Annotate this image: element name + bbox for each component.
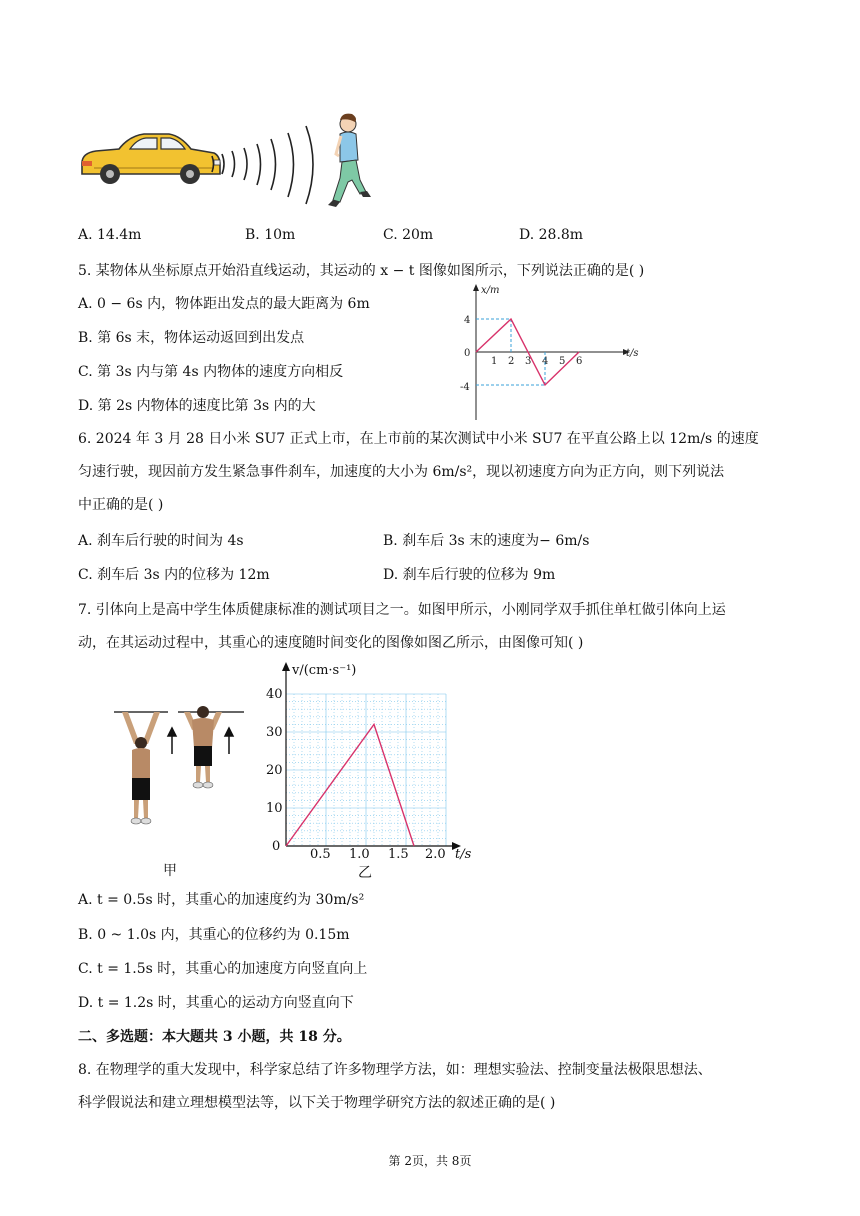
q7-ytick-0: 0	[272, 839, 281, 854]
q5-option-c[interactable]: C. 第 3s 内与第 4s 内物体的速度方向相反	[78, 364, 344, 380]
q5-xtick-4: 4	[542, 356, 549, 367]
q4-option-d[interactable]: D. 28.8m	[519, 227, 584, 243]
q5-xtick-5: 5	[559, 356, 566, 367]
q6-option-b[interactable]: B. 刹车后 3s 末的速度为− 6m/s	[383, 533, 590, 549]
car-icon	[82, 134, 220, 184]
q5-option-b[interactable]: B. 第 6s 末，物体运动返回到出发点	[78, 330, 305, 346]
q5-ytick-neg4: -4	[460, 382, 470, 393]
q6-option-c[interactable]: C. 刹车后 3s 内的位移为 12m	[78, 567, 270, 583]
q4-option-c[interactable]: C. 20m	[383, 227, 434, 243]
q4-option-a[interactable]: A. 14.4m	[78, 227, 142, 243]
q7-option-d[interactable]: D. t = 1.2s 时，其重心的运动方向竖直向下	[78, 995, 354, 1011]
q6-stem-line-2: 匀速行驶，现因前方发生紧急事件刹车，加速度的大小为 6m/s²，现以初速度方向为正方向，则下列说法	[78, 464, 725, 480]
q8-stem-line-2: 科学假说法和建立理想模型法等，以下关于物理学研究方法的叙述正确的是( )	[78, 1095, 556, 1111]
sound-waves-icon	[212, 126, 313, 204]
q5-xtick-1: 1	[491, 356, 498, 367]
q5-ytick-0: 0	[464, 348, 471, 359]
q6-stem-line-1: 6. 2024 年 3 月 28 日小米 SU7 正式上市，在上市前的某次测试中小米 SU7 在平直公路上以 12m/s 的速度	[78, 431, 759, 447]
pull-up-illustration	[104, 700, 254, 832]
q5-ylabel: x/m	[481, 285, 500, 296]
q7-xlabel: t/s	[455, 847, 472, 862]
q5-xt-graph	[454, 282, 644, 422]
q7-ytick-30: 30	[266, 725, 283, 740]
q7-option-a[interactable]: A. t = 0.5s 时，其重心的加速度约为 30m/s²	[78, 892, 365, 908]
q7-ytick-40: 40	[266, 687, 283, 702]
q7-ylabel: v/(cm·s⁻¹)	[292, 663, 357, 678]
pulled-up-person-icon	[184, 706, 222, 788]
hanging-person-icon	[122, 712, 160, 824]
q6-option-d[interactable]: D. 刹车后行驶的位移为 9m	[383, 567, 556, 583]
q5-option-d[interactable]: D. 第 2s 内物体的速度比第 3s 内的大	[78, 398, 316, 414]
q7-vt-graph	[262, 660, 482, 864]
page-footer: 第 2页，共 8页	[388, 1154, 472, 1168]
q7-xtick-1-5: 1.5	[388, 847, 409, 862]
q7-label-yi: 乙	[358, 865, 372, 881]
q7-xtick-1-0: 1.0	[349, 847, 370, 862]
walking-person-icon	[328, 114, 371, 207]
q5-xlabel: t/s	[626, 348, 639, 359]
q7-xtick-0-5: 0.5	[310, 847, 331, 862]
q5-xtick-3: 3	[525, 356, 532, 367]
q7-ytick-20: 20	[266, 763, 283, 778]
section-2-heading: 二、多选题：本大题共 3 小题，共 18 分。	[78, 1029, 351, 1045]
q5-ytick-4: 4	[464, 315, 471, 326]
q5-stem: 5. 某物体从坐标原点开始沿直线运动，其运动的 x − t 图像如图所示，下列说法正确的是( )	[78, 263, 645, 279]
q6-option-a[interactable]: A. 刹车后行驶的时间为 4s	[78, 533, 244, 549]
q4-option-b[interactable]: B. 10m	[245, 227, 296, 243]
q7-xtick-2-0: 2.0	[425, 847, 446, 862]
q7-stem-line-1: 7. 引体向上是高中学生体质健康标准的测试项目之一。如图甲所示，小刚同学双手抓住单杠做引体向上运	[78, 602, 726, 618]
q7-label-jia: 甲	[163, 863, 177, 879]
q8-stem-line-1: 8. 在物理学的重大发现中，科学家总结了许多物理学方法，如：理想实验法、控制变量法极限思想法、	[78, 1062, 712, 1078]
car-sound-illustration	[74, 108, 374, 212]
q6-stem-line-3: 中正确的是( )	[78, 497, 164, 513]
q7-option-b[interactable]: B. 0 ~ 1.0s 内，其重心的位移约为 0.15m	[78, 927, 350, 943]
q7-stem-line-2: 动，在其运动过程中，其重心的速度随时间变化的图像如图乙所示，由图像可知( )	[78, 635, 584, 651]
q5-option-a[interactable]: A. 0 − 6s 内，物体距出发点的最大距离为 6m	[78, 296, 370, 312]
q5-xtick-6: 6	[576, 356, 583, 367]
q5-xtick-2: 2	[508, 356, 515, 367]
q7-ytick-10: 10	[266, 801, 283, 816]
q7-option-c[interactable]: C. t = 1.5s 时，其重心的加速度方向竖直向上	[78, 961, 368, 977]
